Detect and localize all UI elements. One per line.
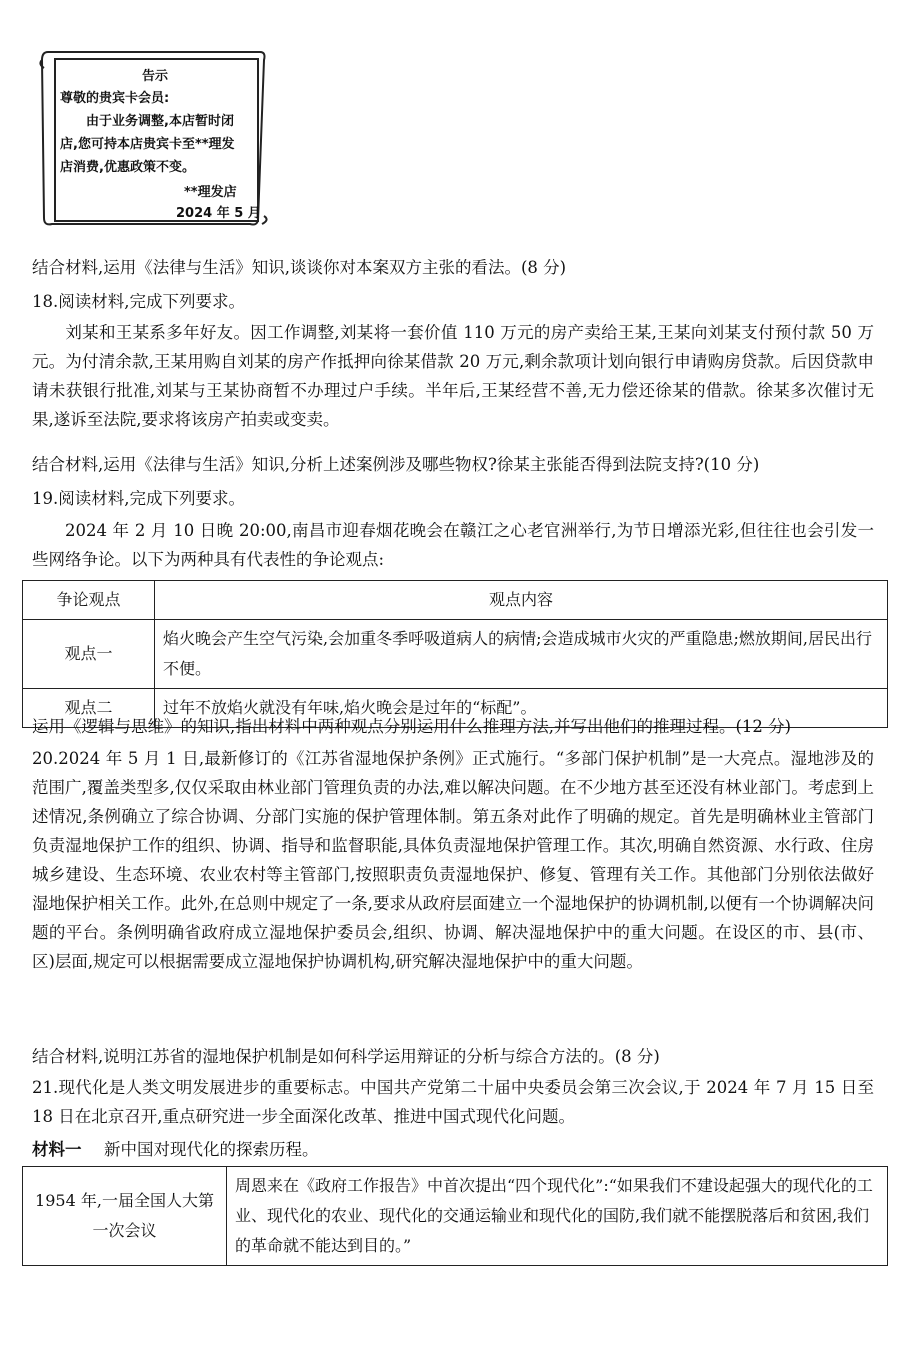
q21-material1: [32, 1140, 319, 1160]
table-cell-content: 过年不放焰火就没有年味,焰火晚会是过年的“标配”。: [155, 689, 888, 728]
q19-table: [22, 580, 888, 728]
notice-body-line3: 店消费,优惠政策不变。: [60, 160, 195, 175]
q18-material-text: 刘某和王某系多年好友。因工作调整,刘某将一套价值 110 万元的房产卖给王某,王某向刘某支付预付款 50 万元。为付清余款,王某用购自刘某的房产作抵押向徐某借款 20 万元,剩余款项计划向银行申请购房贷款。后因贷款申请未获银行批准,刘某与王某协商暂不办理过户手续。半年后,王某经营不善,无力偿还徐某的借款。徐某多次催讨无果,遂诉至法院,要求将该房产拍卖或变卖。: [32, 323, 874, 429]
q19-material: [32, 516, 874, 574]
table-cell-content: 周恩来在《政府工作报告》中首次提出“四个现代化”:“如果我们不建设起强大的现代化的工业、现代化的农业、现代化的交通运输业和现代化的国防,我们就不能摆脱落后和贫困,我们的革命就不能达到目的。”: [227, 1167, 888, 1266]
notice-board-image: [38, 48, 270, 228]
q19-prompt: 运用《逻辑与思维》的知识,指出材料中两种观点分别运用什么推理方法,并写出他们的推理过程。(12 分): [32, 717, 792, 736]
q19-heading: 19.阅读材料,完成下列要求。: [32, 489, 245, 508]
q20-text: 20.2024 年 5 月 1 日,最新修订的《江苏省湿地保护条例》正式施行。“多部门保护机制”是一大亮点。湿地涉及的范围广,覆盖类型多,仅仅采取由林业部门管理负责的办法,难以解决问题。在不少地方甚至还没有林业部门。考虑到上述情况,条例确立了综合协调、分部门实施的保护管理体制。第五条对此作了明确的规定。首先是明确林业主管部门负责湿地保护工作的组织、协调、指导和监督职能,具体负责湿地保护管理工作。其次,明确自然资源、水行政、住房城乡建设、生态环境、农业农村等主管部门,按照职责负责湿地保护、修复、管理有关工作。其他部门分别依法做好湿地保护相关工作。此外,在总则中规定了一条,要求从政府层面建立一个湿地保护的协调机制,以便有一个协调解决问题的平台。条例明确省政府成立湿地保护委员会,组织、协调、解决湿地保护中的重大问题。在设区的市、县(市、区)层面,规定可以根据需要成立湿地保护协调机构,研究解决湿地保护中的重大问题。: [32, 749, 874, 971]
table-cell-label: 观点二: [23, 689, 155, 728]
q19-table-header-row: [23, 581, 888, 620]
notice-greeting: 尊敬的贵宾卡会员:: [60, 91, 170, 106]
table-cell-event: 1954 年,一届全国人大第一次会议: [23, 1167, 227, 1266]
material1-title: 新中国对现代化的探索历程。: [104, 1140, 319, 1159]
notice-title: 告示: [142, 69, 169, 84]
q17-prompt: 结合材料,运用《法律与生活》知识,谈谈你对本案双方主张的看法。(8 分): [32, 258, 567, 277]
table-header-cell: 观点内容: [155, 581, 888, 620]
q18-material: [32, 318, 874, 434]
table-cell-label: 观点一: [23, 620, 155, 689]
material1-label: 材料一: [32, 1140, 82, 1159]
table-header-cell: 争论观点: [23, 581, 155, 620]
q18-heading: 18.阅读材料,完成下列要求。: [32, 292, 245, 311]
q21-table: [22, 1166, 888, 1266]
q18-prompt: 结合材料,运用《法律与生活》知识,分析上述案例涉及哪些物权?徐某主张能否得到法院支持?(10 分): [32, 455, 760, 474]
table-row: [23, 1167, 888, 1266]
q20-prompt: 结合材料,说明江苏省的湿地保护机制是如何科学运用辩证的分析与综合方法的。(8 分): [32, 1047, 660, 1066]
q19-material-text: 2024 年 2 月 10 日晚 20:00,南昌市迎春烟花晚会在赣江之心老官洲举行,为节日增添光彩,但往往也会引发一些网络争论。以下为两种具有代表性的争论观点:: [32, 521, 874, 569]
notice-body-line2: 店,您可持本店贵宾卡至**理发: [60, 137, 235, 152]
table-row: [23, 620, 888, 689]
notice-signature: **理发店: [184, 185, 237, 200]
table-cell-content: 焰火晚会产生空气污染,会加重冬季呼吸道病人的病情;会造成城市火灾的严重隐患;燃放期间,居民出行不便。: [155, 620, 888, 689]
notice-date: 2024 年 5 月: [176, 206, 261, 221]
q21-text: 21.现代化是人类文明发展进步的重要标志。中国共产党第二十届中央委员会第三次会议,于 2024 年 7 月 15 日至 18 日在北京召开,重点研究进一步全面深化改革、推进中国式现代化问题。: [32, 1078, 874, 1126]
notice-body-line1: 由于业务调整,本店暂时闭: [86, 114, 234, 129]
